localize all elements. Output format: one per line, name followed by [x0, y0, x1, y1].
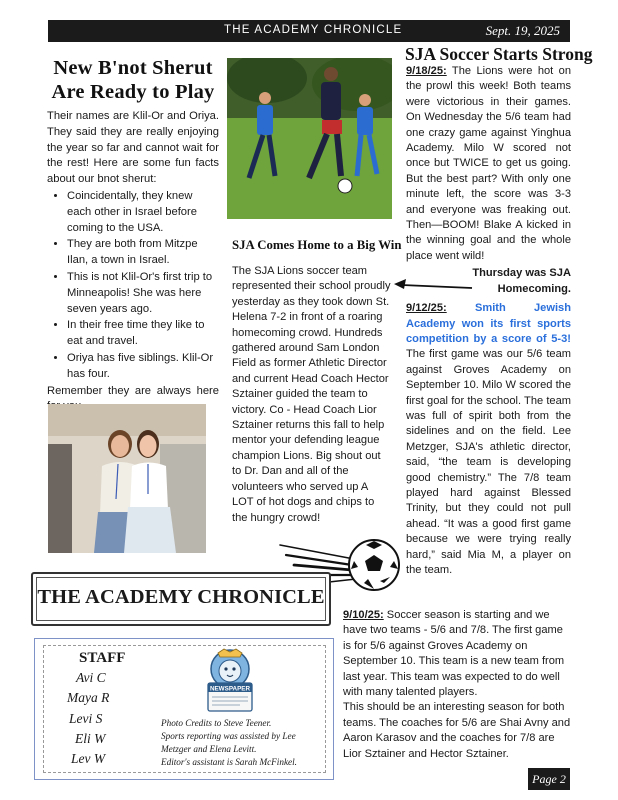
soccer-headline: SJA Soccer Starts Strong	[405, 44, 593, 64]
entry-date: 9/10/25:	[343, 609, 384, 621]
logo-text: NEWSPAPER	[209, 685, 251, 693]
list-item: • They are both from Mitzpe Ilan, a town in Israel.	[67, 237, 219, 269]
entry-date: 9/12/25:	[406, 302, 447, 315]
masthead-bar	[48, 20, 570, 42]
staff-name: Avi C	[76, 670, 106, 685]
bnot-closing: Remember they are always here	[47, 384, 219, 397]
banner-title: THE ACADEMY CHRONICLE	[37, 586, 325, 608]
list-item: • This is not Klil-Or's first trip to Minneapolis! She was here seven years ago.	[67, 270, 219, 317]
staff-name: Maya R	[67, 690, 110, 705]
bnot-sherut-photo	[48, 404, 206, 553]
list-item: • Oriya has five siblings. Klil-Or has four.	[67, 351, 219, 383]
soccer-article	[406, 64, 571, 578]
staff-name: Eli W	[75, 731, 106, 746]
season-article	[343, 608, 573, 762]
page-number: Page 2	[528, 768, 570, 790]
homecoming-article: The SJA Lions soccer team represented their school proudly yesterday as they took down St. Helena 7-2 in front of a roaring homecoming crowd. Hundreds gathered around Sam London Field as former Athletic Director and current Head Coach Hector Sztainer guided the team to victory. Co - Head Coach Lior Sztainer returns this fall to help mentor your defending league champion Lions. Big shout out to Dr. Dan and all of the volunteers who served up A LOT of hot dogs and chips to the hungry crowd!	[232, 265, 391, 524]
lion-newspaper-logo-icon	[200, 647, 260, 713]
entry-text: The Lions were hot on the prowl this week! Both teams were victorious in their games. On Wednesday the 5/6 team had one crazy game against Yinghua Academy. Milo W scored not once but TWICE to get us going. But the best part? With only one minute left, the score was 3-3 and everyone was freaking out. Then—BOOM! Blake A kicked in the winning goal and the whole place went wild!	[406, 65, 571, 262]
masthead-title: THE ACADEMY CHRONICLE	[224, 24, 403, 36]
bnot-facts-list	[47, 189, 219, 383]
entry-text: Soccer season is starting and we have two teams - 5/6 and 7/8. The first game is for 5/6 against Groves Academy on September 10. This team is a new team from last year. This team was expected to do well with many talented players.	[343, 609, 565, 699]
bnot-intro: Their names are Klil-Or and Oriya. They said they are really enjoying the year so far and cannot wait for the rest! Here are some fun facts about our bnot sherut:	[47, 110, 219, 186]
list-item: • Coincidentally, they knew each other in Israel before coming to the USA.	[67, 189, 219, 236]
soccer-action-photo	[227, 58, 392, 219]
entry-text: The first game was our 5/6 team against Groves Academy on September 10. Milo W scored the first goal for the school. The team was full of spirit both from the sidelines and on the field. Lee Metzger, SJA's athletic director, said, “the team is developing good chemistry.” The 7/8 team played hard against Blessed Trinity, but they could not pull ahead. “It was a good first game because we were trying really hard,” said Mia M, a player on the team.	[406, 348, 571, 576]
entry-text: This should be an interesting season for both teams. The coaches for 5/6 are Shai Avny and Aaron Karasov and the coaches for 7/8 are Lior Sztainer and Hector Sztainer.	[343, 701, 571, 760]
homecoming-callout: Thursday was SJA Homecoming.	[472, 267, 571, 295]
staff-name: Lev W	[71, 751, 106, 766]
staff-name: Levi S	[69, 711, 103, 726]
entry-date: 9/18/25:	[406, 65, 447, 77]
bnot-headline: New B'not Sherut Are Ready to Play	[51, 57, 215, 103]
homecoming-headline: SJA Comes Home to a Big Win	[232, 238, 402, 252]
staff-title: STAFF	[79, 650, 126, 666]
chronicle-banner	[31, 572, 331, 626]
bnot-article	[47, 109, 219, 415]
entry-highlight: Smith Jewish Academy won its first sports competition by a score of 5-3!	[406, 302, 571, 345]
list-item: • In their free time they like to eat and travel.	[67, 318, 219, 350]
photo-credits: Photo Credits to Steve Teener. Sports reporting was assisted by Lee Metzger and Elena Levitt. Editor's assistant is Sarah McFinkel.	[161, 718, 297, 767]
masthead-date: Sept. 19, 2025	[485, 23, 560, 38]
